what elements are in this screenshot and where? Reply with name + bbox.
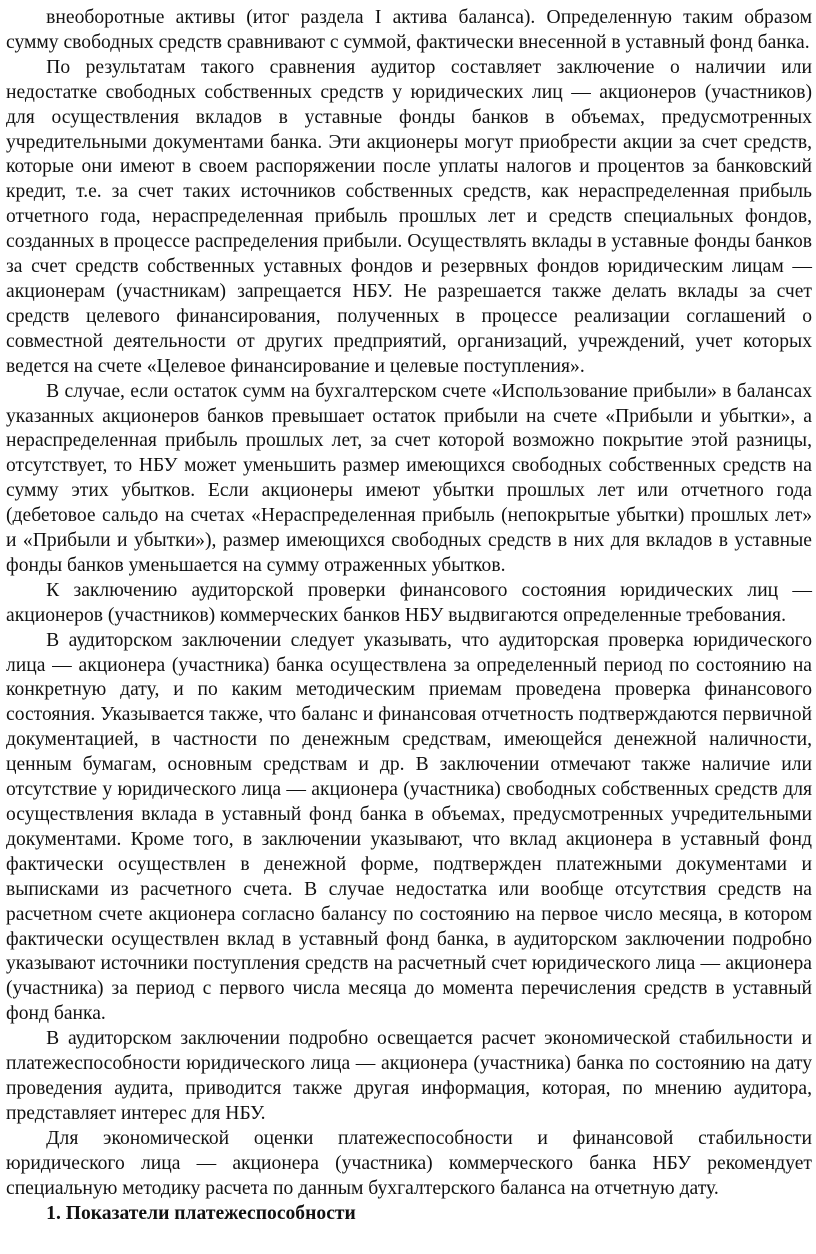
paragraph-conclusion-content: В аудиторском заключении следует указывать, что аудиторская проверка юридического лица — акционера (участника) банка осуществлена за определенный период по состоянию на конкретную дату, и по каким методическим приемам проведена проверка финансового состояния. Указывается также, что баланс и финансовая отчетность подтверждаются первичной документацией, в частности по денежным средствам, имеющейся денежной наличности, ценным бумагам, основным средствам и др. В заключении отмечают также наличие или отсутствие у юридического лица — акционера (участника) свободных собственных средств для осуществления вклада в уставный фонд банка в объемах, предусмотренных учредительными документами. Кроме того, в заключении указывают, что вклад акционера в уставный фонд фактически осуществлен в денежной форме, подтвержден платежными документами и выписками из расчетного счета. В случае недостатка или вообще отсутствия средств на расчетном счете акционера согласно балансу по состоянию на первое число месяца, в котором фактически осуществлен вклад в уставный фонд банка, в аудиторском заключении подробно указывают источники поступления средств на расчетный счет юридического лица — акционера (участника) за период с первого числа месяца до момента перечисления средств в уставный фонд банка. <box>6 629 812 1025</box>
paragraph-stability: В аудиторском заключении подробно освещается расчет экономической стабильности и платежеспособности юридического лица — акционера (участника) банка по состоянию на дату проведения аудита, приводится также другая информация, которая, по мнению аудитора, представляет интерес для НБУ. <box>6 1028 812 1124</box>
paragraph-losses: В случае, если остаток сумм на бухгалтерском счете «Использование прибыли» в балансах указанных акционеров банков превышает остаток прибыли на счете «Прибыли и убытки», а нераспределенная прибыль прошлых лет, за счет которой возможно покрытие этой разницы, отсутствует, то НБУ может уменьшить размер имеющихся свободных собственных средств на сумму этих убытков. Если акционеры имеют убытки прошлых лет или отчетного года (дебетовое сальдо на счетах «Нераспределенная прибыль (непокрытые убытки) прошлых лет» и «Прибыли и убытки»), размер имеющихся свободных средств в них для вкладов в уставные фонды банков уменьшается на сумму отраженных убытков. <box>6 380 812 576</box>
paragraph-methodology: Для экономической оценки платежеспособности и финансовой стабильности юридического лица — акционера (участника) коммерческого банка НБУ рекомендует специальную методику расчета по данным бухгалтерского баланса на отчетную дату. <box>6 1127 812 1199</box>
paragraph-audit-conclusion: По результатам такого сравнения аудитор составляет заключение о наличии или недостатке свободных собственных средств у юридических лиц — акционеров (участников) для осуществления вкладов в уставные фонды банков в объемах, предусмотренных учредительными документами банка. Эти акционеры могут приобрести акции за счет средств, которые они имеют в своем распоряжении после уплаты налогов и процентов за банковский кредит, т.е. за счет таких источников собственных средств, как нераспределенная прибыль отчетного года, нераспределенная прибыль прошлых лет и средств специальных фондов, созданных в процессе распределения прибыли. Осуществлять вклады в уставные фонды банков за счет средств собственных уставных фондов и резервных фондов юридическим лицам — акционерам (участникам) запрещается НБУ. Не разрешается также делать вклады за счет средств целевого финансирования, полученных в процессе реализации соглашений о совместной деятельности от других предприятий, организаций, учреждений, учет которых ведется на счете «Целевое финансирование и целевые поступления». <box>6 56 812 377</box>
paragraph-continuation: внеоборотные активы (итог раздела I актива баланса). Определенную таким образом сумму свободных средств сравнивают с суммой, фактически внесенной в уставный фонд банка. <box>6 7 812 53</box>
section-heading: 1. Показатели платежеспособности <box>46 1202 356 1224</box>
paragraph-requirements: К заключению аудиторской проверки финансового состояния юридических лиц — акционеров (участников) коммерческих банков НБУ выдвигаются определенные требования. <box>6 579 812 626</box>
